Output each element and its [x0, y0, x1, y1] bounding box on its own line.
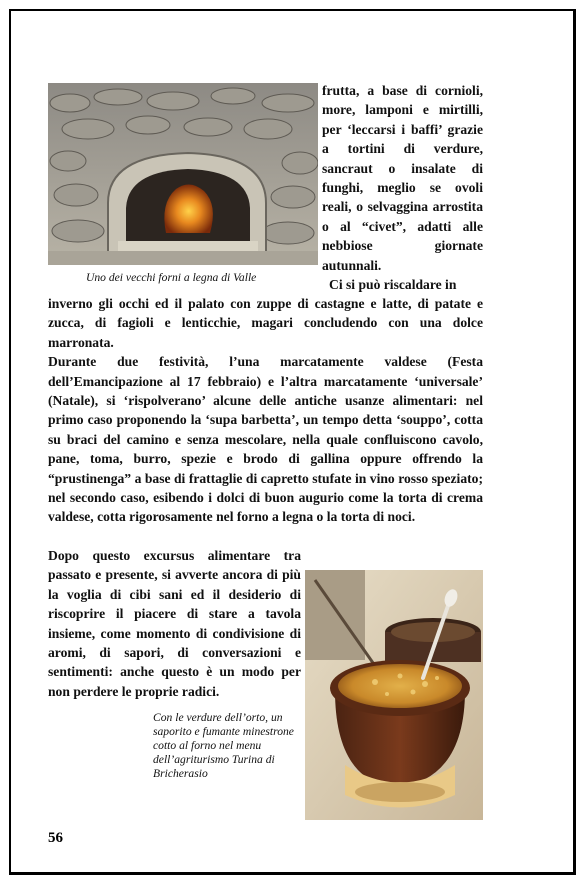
soup-photo [305, 570, 483, 820]
para1-rest: inverno gli occhi ed il palato con zuppe di castagne e latte, di patate e zucca, di fagioli e lenticchie, magari concludendo con una dolce marronata. [48, 296, 483, 350]
para3: Dopo questo excursus alimentare tra passato e presente, si avverte ancora di più la voglia di cibi sani ed il desiderio di riscoprire il piacere di stare a tavola insieme, come momento di condivisione di aromi, di sapori, di conversazioni e sentimenti: anche questo è un modo per non perdere le proprie radici. [48, 548, 301, 699]
page-number: 56 [48, 830, 63, 846]
para2: Durante due festività, l’una marcatamente valdese (Festa dell’Emancipazione al 17 febbraio) e l’altra marcatamente ‘universale’ (Natale), si ‘rispolverano’ alcune delle antiche usanze alimentari: nel primo caso proponendo la ‘supa barbetta’, un tempo detta ‘souppo’, cotta su braci del camino e senza mescolare, nella quale confluiscono cavolo, pane, toma, burro, spezie e brodo di gallina oppure offrendo la “prustinenga” a base di frattaglie di capretto stufate in vino rosso speziato; nel secondo caso, esibendo i dolci di buon augurio come la torta di crema valdese, cotta rigorosamente nel forno a legna o la torta di noci. [48, 354, 483, 525]
para1-start: Ci si può riscaldare in [329, 277, 457, 293]
soup-caption: Con le verdure dell’orto, un saporito e fumante minestrone cotto al forno nel menu dell’agriturismo Turina di Bricherasio [153, 711, 294, 780]
body-text [48, 294, 483, 527]
oven-photo [48, 83, 318, 265]
right-column-paragraph: frutta, a base di cornioli, more, lamponi e mirtilli, per ‘leccarsi i baffi’ grazie a tortini di verdure, sancraut o insalate di funghi, meglio se ovoli reali, o selvaggina arrostita o al “civet”, adatti alle nebbiose giornate autunnali. [322, 83, 483, 273]
right-column-text [322, 81, 483, 294]
oven-caption: Uno dei vecchi forni a legna di Valle [86, 271, 257, 284]
